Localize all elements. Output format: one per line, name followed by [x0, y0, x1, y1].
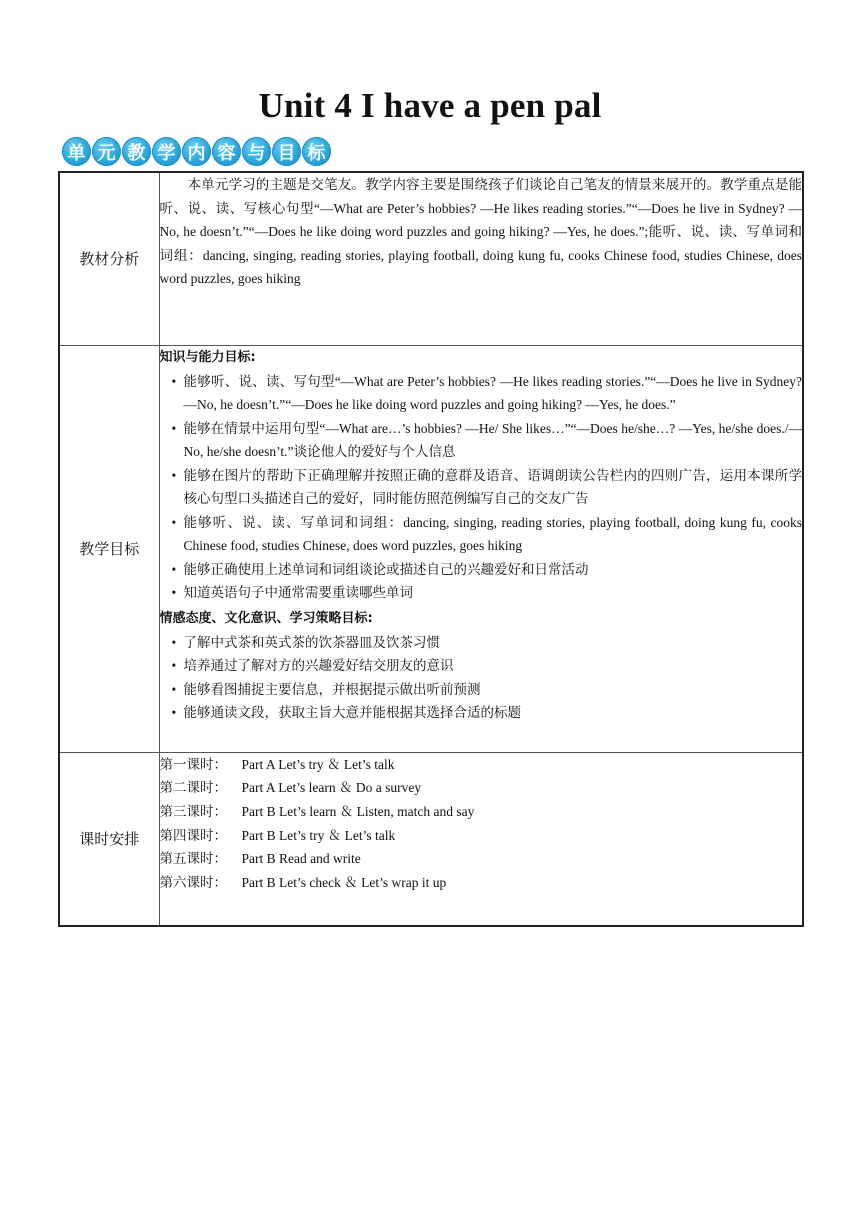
lesson-content: Part B Let’s learn ＆ Listen, match and say — [241, 803, 475, 819]
knowledge-goals-list — [160, 370, 803, 605]
section-heading-char: 元 — [92, 137, 121, 166]
list-item: • 能够在情景中运用句型“—What are…’s hobbies? —He/ She likes…”“—Does he/she…? —Yes, he/she does./—No, he/she doesn’t.”谈论他人的爱好与个人信息 — [172, 417, 803, 464]
attitude-goals-list — [160, 631, 803, 725]
analysis-row — [59, 172, 803, 345]
schedule-item — [160, 753, 803, 777]
schedule-item — [160, 776, 803, 800]
lesson-number: 第二课时： — [159, 780, 227, 796]
analysis-text: 本单元学习的主题是交笔友。教学内容主要是围绕孩子们谈论自己笔友的情景来展开的。教学重点是能听、说、读、写核心句型“—What are Peter’s hobbies? —He likes reading stories.”“—Does he live in Sydney? —No, he doesn’t.”“—Does he like doing word puzzles and going hiking? —Yes, he does.”;能听、说、读、写单词和词组：dancing, singing, reading stories, playing football, doing kung fu, cooks Chinese food, studies Chinese, does word puzzles, goes hiking — [159, 177, 802, 286]
goals-label: 教学目标 — [59, 345, 159, 752]
list-item: • 知道英语句子中通常需要重读哪些单词 — [172, 581, 803, 605]
knowledge-goals-heading: 知识与能力目标: — [159, 349, 256, 365]
lesson-content: Part B Let’s try ＆ Let’s talk — [241, 827, 396, 843]
analysis-content — [159, 172, 803, 345]
section-heading-char: 容 — [212, 137, 241, 166]
lesson-number: 第一课时： — [159, 756, 227, 772]
lesson-content: Part A Let’s learn ＆ Do a survey — [241, 780, 422, 796]
list-item: • 能够通读文段，获取主旨大意并能根据其选择合适的标题 — [172, 701, 803, 725]
goals-row — [59, 345, 803, 752]
list-item: • 能够听、说、读、写句型“—What are Peter’s hobbies? —He likes reading stories.”“—Does he live in Sydney? —No, he doesn’t.”“—Does he like doing word puzzles and going hiking? —Yes, he does.” — [172, 370, 803, 417]
schedule-label: 课时安排 — [59, 752, 159, 926]
list-item: • 培养通过了解对方的兴趣爱好结交朋友的意识 — [172, 654, 803, 678]
section-heading-char: 目 — [272, 137, 301, 166]
section-heading-char: 标 — [302, 137, 331, 166]
list-item: • 能够正确使用上述单词和词组谈论或描述自己的兴趣爱好和日常活动 — [172, 558, 803, 582]
list-item: • 能够在图片的帮助下正确理解并按照正确的意群及语音、语调朗读公告栏内的四则广告，运用本课所学核心句型口头描述自己的爱好，同时能仿照范例编写自己的交友广告 — [172, 464, 803, 511]
section-heading-char: 内 — [182, 137, 211, 166]
lesson-number: 第六课时： — [159, 875, 227, 891]
lesson-number: 第五课时： — [159, 851, 227, 867]
schedule-content — [159, 752, 803, 926]
section-heading-char: 与 — [242, 137, 271, 166]
schedule-row — [59, 752, 803, 926]
attitude-goals-heading: 情感态度、文化意识、学习策略目标: — [159, 610, 373, 626]
lesson-number: 第三课时： — [159, 803, 227, 819]
lesson-number: 第四课时： — [159, 827, 227, 843]
schedule-item — [160, 871, 803, 895]
analysis-label: 教材分析 — [59, 172, 159, 345]
lesson-content: Part B Read and write — [241, 851, 361, 867]
lesson-content: Part B Let’s check ＆ Let’s wrap it up — [241, 875, 447, 891]
unit-plan-table — [58, 171, 804, 927]
page-title: Unit 4 I have a pen pal — [258, 86, 602, 125]
goals-content — [159, 345, 803, 752]
list-item: • 能够听、说、读、写单词和词组：dancing, singing, reading stories, playing football, doing kung fu, cooks Chinese food, studies Chinese, does word puzzles, goes hiking — [172, 511, 803, 558]
schedule-item — [160, 824, 803, 848]
section-heading — [62, 137, 331, 167]
schedule-item — [160, 847, 803, 871]
list-item: • 能够看图捕捉主要信息，并根据提示做出听前预测 — [172, 678, 803, 702]
section-heading-char: 教 — [122, 137, 151, 166]
section-heading-char: 单 — [62, 137, 91, 166]
list-item: • 了解中式茶和英式茶的饮茶器皿及饮茶习惯 — [172, 631, 803, 655]
schedule-item — [160, 800, 803, 824]
section-heading-char: 学 — [152, 137, 181, 166]
lesson-content: Part A Let’s try ＆ Let’s talk — [241, 756, 395, 772]
